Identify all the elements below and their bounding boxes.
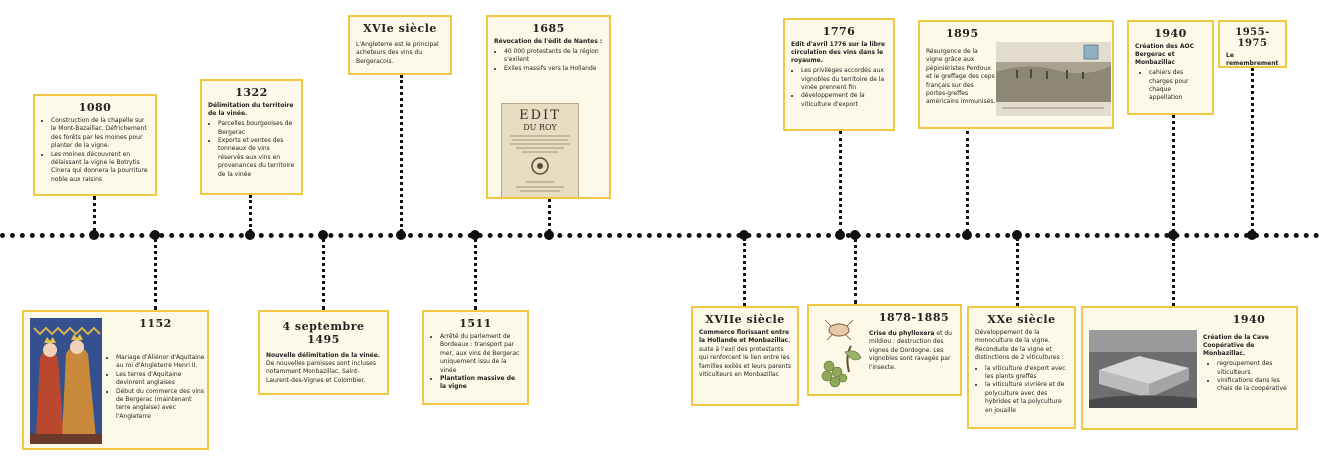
event-list — [430, 333, 521, 392]
portrait-illustration — [30, 318, 102, 444]
event-card-1152 — [22, 310, 209, 450]
event-card-17th-century — [691, 306, 799, 406]
stem-20 — [1016, 238, 1019, 306]
document-subtitle: DU ROY — [523, 123, 557, 132]
stem-17 — [743, 238, 746, 306]
edit-du-roy-document — [501, 103, 579, 199]
event-year: 1940 — [1232, 313, 1266, 326]
event-heading: Délimitation du territoire de la vinée. — [208, 102, 294, 118]
event-heading: Edit d'avril 1776 sur la libre circulation des vins dans le royaume. — [791, 41, 885, 65]
event-item: • 40 000 protestants de la région s'exilent — [504, 48, 603, 65]
event-item: • Début du commerce des vins de Bergerac (maintenant terre anglaise) avec l'Angleterre — [116, 388, 205, 422]
event-year: 1685 — [532, 22, 565, 35]
stem-1955 — [1251, 68, 1254, 232]
stem-1895 — [966, 131, 969, 232]
event-item: • Mariage d'Aliénor d'Aquitaine au roi d'Angleterre Henri II. — [116, 354, 205, 371]
event-card-1511 — [422, 310, 529, 405]
stem-1685 — [548, 199, 551, 232]
event-list — [208, 120, 295, 179]
event-text: De nouvelles paroisses sont incluses notamment Monbazillac, Saint-Laurent-des-Vignes et Colombier. — [266, 360, 376, 384]
event-text: Développement de la monoculture de la vigne. Reconduite de la vigne et distinctions de 2 viticultures : — [975, 329, 1064, 362]
event-card-1322 — [200, 79, 303, 195]
stem-1511 — [474, 238, 477, 310]
event-card-1895 — [918, 20, 1114, 129]
stem-1322 — [249, 195, 252, 232]
event-year: 1511 — [459, 317, 492, 330]
event-heading: Révocation de l'édit de Nantes : — [494, 38, 603, 45]
event-year: 1955-1975 — [1235, 27, 1270, 49]
document-title: EDIT — [519, 108, 561, 123]
cooperative-photo — [1089, 330, 1197, 408]
event-year: 1152 — [139, 317, 172, 330]
event-list — [1135, 69, 1206, 103]
event-card-1955-1975 — [1218, 20, 1287, 68]
vineyard-postcard — [996, 42, 1111, 116]
event-year: 4 septembre 1495 — [282, 320, 365, 346]
event-item: • Les terres d'Aquitaine devinrent anglaises — [116, 371, 205, 388]
timeline-axis — [0, 233, 1320, 238]
stem-1495 — [322, 238, 325, 310]
event-heading: Commerce florissant entre la Hollande et Monbazillac — [699, 329, 790, 345]
event-text-body: et du mildiou : destruction des vignes de Dordogne. Les vignobles sont ravagés par l'insecte. — [869, 330, 952, 371]
phylloxera-illustration — [815, 316, 867, 392]
event-text — [869, 330, 959, 372]
event-heading: Création de la Cave Coopérative de Monbazillac. — [1203, 334, 1269, 358]
event-card-1940-aoc — [1127, 20, 1214, 115]
event-list — [494, 48, 603, 73]
event-item: • la viticulture d'export avec les plants greffés — [985, 365, 1068, 382]
event-card-1878-1885 — [807, 304, 962, 396]
stem-1080 — [93, 196, 96, 232]
event-text: Résurgence de la vigne grâce aux pépiniéristes Perdoux et le greffage des ceps français sur des portes-greffes américains immunisés. — [926, 48, 996, 106]
event-item: • Exports et ventes des tonneaux de vins réservés aux vins en provenances du territoire de la vinée — [218, 137, 295, 179]
event-list — [975, 365, 1068, 415]
event-list — [1203, 360, 1295, 394]
stem-1878 — [854, 238, 857, 304]
event-item: • Parcelles bourgeoises de Bergerac — [218, 120, 295, 137]
event-card-1080 — [33, 94, 157, 196]
event-item: • Arrêté du parlement de Bordeaux : transport par mer, aux vins de Bergerac uniquement issu de la vinée — [440, 333, 521, 375]
event-item: • vinifications dans les chais de la coopérative — [1217, 377, 1295, 394]
stem-1940b — [1172, 238, 1175, 306]
event-year: 1940 — [1154, 27, 1187, 40]
event-list — [41, 117, 149, 184]
event-card-16th-century — [348, 15, 452, 75]
event-text-body: , suite à l'exil des protestants qui renforcent le lien entre les familles exilés et leurs parents viticulteurs en Monbazillac — [699, 337, 791, 378]
event-year: 1776 — [822, 25, 856, 38]
event-year: XVIe siècle — [363, 22, 437, 35]
event-list — [106, 354, 205, 421]
event-item: • Exiles massifs vers la Hollande — [504, 65, 603, 73]
event-heading: Création des AOC Bergerac et Monbazillac — [1135, 43, 1195, 67]
event-heading: Nouvelle délimitation de la vinée. — [266, 352, 381, 359]
event-year: XVIIe siècle — [705, 313, 785, 326]
event-heading: Crise du phylloxera — [869, 330, 935, 337]
event-card-1495 — [258, 310, 389, 395]
event-year: 1322 — [235, 86, 268, 99]
event-item: • cahiers des charges pour chaque appellation — [1149, 69, 1206, 103]
event-year: 1080 — [78, 101, 112, 114]
event-item: • Les moines découvrent en délaissant la vigne le Botrytis Cinera qui donnera la pourriture noble aux raisins — [51, 151, 149, 185]
event-item: • développement de la viticulture d'export — [801, 92, 887, 109]
event-heading: Le remembrement — [1226, 52, 1279, 68]
event-year: 1878-1885 — [878, 311, 950, 324]
event-year: 1895 — [946, 27, 979, 40]
stem-16 — [400, 75, 403, 232]
stem-1776 — [839, 131, 842, 232]
event-list — [791, 67, 887, 109]
event-year: XXe siècle — [987, 313, 1056, 326]
event-card-1685 — [486, 15, 611, 199]
stem-1152 — [154, 238, 157, 310]
event-card-20th-century — [967, 306, 1076, 429]
event-item: • Plantation massive de la vigne — [440, 375, 521, 392]
event-card-1940-cave — [1081, 306, 1298, 430]
event-item: • la viticulture vivrière et de polyculture avec des hybrides et la polyculture en jouaille — [985, 381, 1068, 415]
event-text — [699, 329, 791, 379]
event-item: • regroupement des viticulteurs — [1217, 360, 1295, 377]
event-item: • Les privilèges accordés aux vignobles du territoire de la vinée prennent fin — [801, 67, 887, 92]
stem-1940a — [1172, 115, 1175, 232]
event-card-1776 — [783, 18, 895, 131]
event-text: L'Angleterre est le principal acheteurs des vins du Bergeracois. — [356, 41, 439, 65]
event-item: • Construction de la chapelle sur le Mont-Bazaillac. Défrichement des forêts par les moines pour planter de la vigne. — [51, 117, 149, 151]
